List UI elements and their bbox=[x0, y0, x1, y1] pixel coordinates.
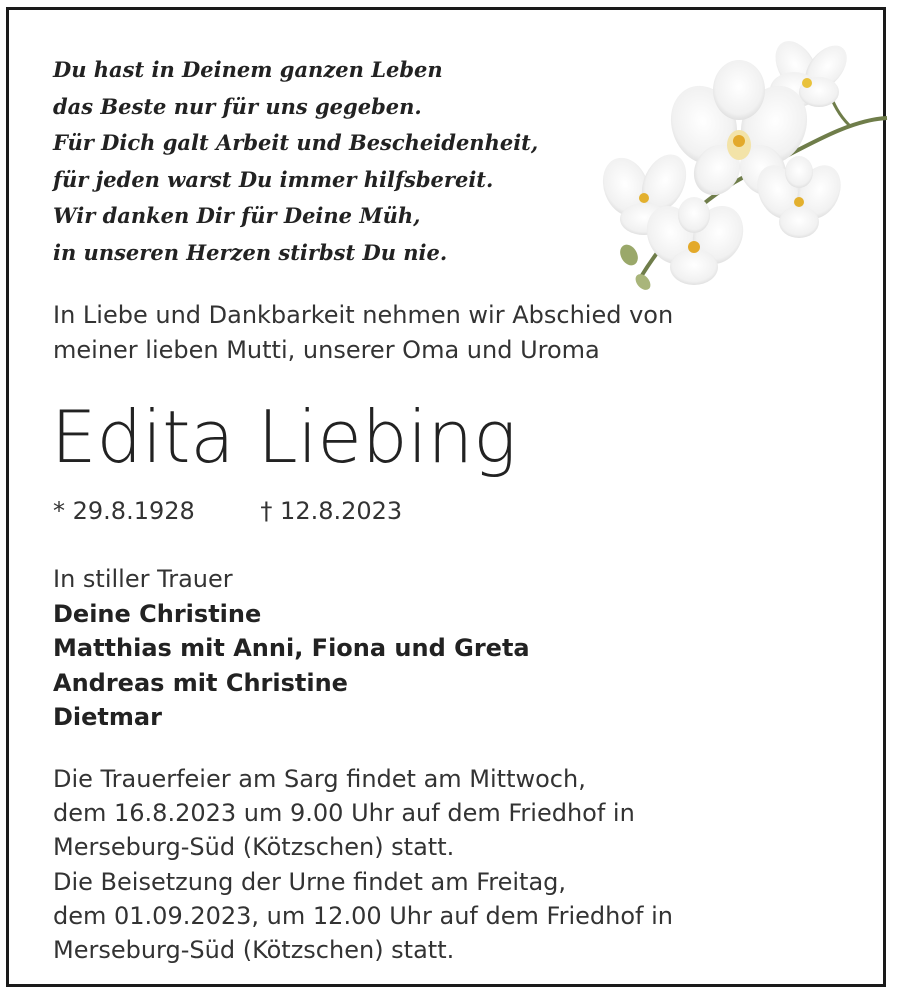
mourners-list bbox=[53, 562, 530, 735]
poem-line: das Beste nur für uns gegeben. bbox=[53, 93, 422, 119]
mourners-lead: In stiller Trauer bbox=[53, 565, 233, 593]
service-line: Die Beisetzung der Urne findet am Freitag, bbox=[53, 867, 567, 896]
mourner-name: Deine Christine bbox=[53, 599, 262, 628]
intro-text bbox=[53, 298, 673, 368]
poem-line: in unseren Herzen stirbst Du nie. bbox=[53, 239, 448, 265]
service-line: Merseburg-Süd (Kötzschen) statt. bbox=[53, 833, 455, 862]
service-line: Die Trauerfeier am Sarg findet am Mittwoch, bbox=[53, 765, 586, 793]
life-dates bbox=[53, 494, 402, 528]
orchid-flower-icon bbox=[599, 30, 889, 300]
intro-line: In Liebe und Dankbarkeit nehmen wir Abschied von bbox=[53, 301, 674, 329]
poem-line: Wir danken Dir für Deine Müh, bbox=[53, 203, 421, 228]
poem bbox=[53, 52, 538, 271]
intro-line: meiner lieben Mutti, unserer Oma und Uroma bbox=[53, 336, 600, 364]
deceased-name: Edita Liebing bbox=[51, 395, 517, 479]
death-date: † 12.8.2023 bbox=[260, 497, 403, 525]
birth-date: * 29.8.1928 bbox=[53, 497, 195, 525]
service-line: Merseburg-Süd (Kötzschen) statt. bbox=[53, 936, 455, 965]
service-line: dem 01.09.2023, um 12.00 Uhr auf dem Friedhof in bbox=[53, 901, 673, 930]
poem-line: Du hast in Deinem ganzen Leben bbox=[53, 57, 443, 82]
poem-line: Für Dich galt Arbeit und Bescheidenheit, bbox=[53, 130, 539, 155]
service-details bbox=[53, 762, 673, 967]
mourner-name: Andreas mit Christine bbox=[53, 668, 348, 697]
mourner-name: Dietmar bbox=[53, 703, 162, 731]
poem-line: für jeden warst Du immer hilfsbereit. bbox=[53, 166, 494, 192]
obituary-frame bbox=[6, 7, 886, 987]
service-line: dem 16.8.2023 um 9.00 Uhr auf dem Friedhof in bbox=[53, 799, 635, 828]
mourner-name: Matthias mit Anni, Fiona und Greta bbox=[53, 634, 530, 662]
